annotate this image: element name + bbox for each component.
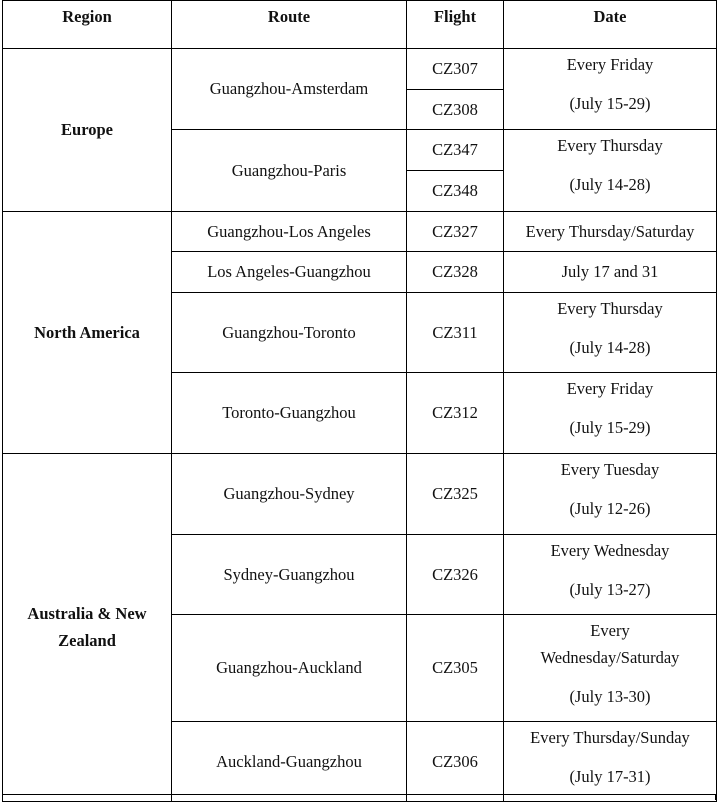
date-cell: Every Thursday/Saturday bbox=[504, 212, 717, 252]
date-range: (July 14-28) bbox=[569, 175, 651, 194]
flight-cell: CZ326 bbox=[407, 535, 504, 615]
date-cell bbox=[504, 454, 717, 535]
region-north-america: North America bbox=[3, 212, 172, 454]
region-australia-new-zealand bbox=[3, 454, 172, 802]
header-row bbox=[3, 1, 717, 49]
flight-cell: CZ307 bbox=[407, 49, 504, 90]
date-line: Every Tuesday bbox=[560, 460, 660, 479]
flight-cell: CZ311 bbox=[407, 293, 504, 373]
flight-cell: CZ325 bbox=[407, 454, 504, 535]
route-cell: Sydney-Guangzhou bbox=[172, 535, 407, 615]
flight-cell: CZ348 bbox=[407, 171, 504, 212]
region-label-line: Australia & New bbox=[27, 604, 147, 623]
region-label-line: Zealand bbox=[58, 631, 116, 650]
flight-cell: CZ312 bbox=[407, 373, 504, 454]
route-cell: Guangzhou-Sydney bbox=[172, 454, 407, 535]
flight-schedule-table bbox=[2, 0, 717, 802]
column-line bbox=[2, 795, 3, 800]
table-row bbox=[3, 454, 717, 535]
header-date: Date bbox=[504, 1, 717, 49]
flight-cell: CZ305 bbox=[407, 615, 504, 722]
route-cell: Guangzhou-Paris bbox=[172, 130, 407, 212]
date-range: (July 17-31) bbox=[569, 767, 651, 786]
date-cell bbox=[504, 373, 717, 454]
route-cell: Guangzhou-Toronto bbox=[172, 293, 407, 373]
date-cell bbox=[504, 130, 717, 212]
table-row bbox=[3, 212, 717, 252]
date-range: (July 13-30) bbox=[569, 687, 651, 706]
date-line: Every Friday bbox=[566, 379, 654, 398]
date-line: Every bbox=[590, 621, 630, 640]
date-range: (July 13-27) bbox=[569, 580, 651, 599]
date-range: (July 15-29) bbox=[569, 418, 651, 437]
route-cell: Toronto-Guangzhou bbox=[172, 373, 407, 454]
column-line bbox=[715, 795, 716, 800]
column-line bbox=[171, 795, 172, 800]
column-line bbox=[406, 795, 407, 800]
column-line bbox=[503, 795, 504, 800]
table-row bbox=[3, 49, 717, 90]
date-line: Every Thursday bbox=[557, 299, 663, 318]
route-cell: Guangzhou-Amsterdam bbox=[172, 49, 407, 130]
flight-cell: CZ308 bbox=[407, 90, 504, 130]
date-line: Every Friday bbox=[566, 55, 654, 74]
date-cell bbox=[504, 535, 717, 615]
next-row-edge bbox=[2, 794, 716, 800]
flight-cell: CZ347 bbox=[407, 130, 504, 171]
flight-cell: CZ306 bbox=[407, 722, 504, 802]
date-cell bbox=[504, 293, 717, 373]
date-cell bbox=[504, 722, 717, 802]
date-line: Wednesday/Saturday bbox=[540, 648, 680, 667]
date-cell: July 17 and 31 bbox=[504, 252, 717, 293]
date-line: Every Thursday bbox=[557, 136, 663, 155]
header-region: Region bbox=[3, 1, 172, 49]
date-cell bbox=[504, 49, 717, 130]
route-cell: Guangzhou-Auckland bbox=[172, 615, 407, 722]
region-europe: Europe bbox=[3, 49, 172, 212]
date-cell bbox=[504, 615, 717, 722]
route-cell: Guangzhou-Los Angeles bbox=[172, 212, 407, 252]
header-route: Route bbox=[172, 1, 407, 49]
date-range: (July 12-26) bbox=[569, 499, 651, 518]
flight-cell: CZ328 bbox=[407, 252, 504, 293]
route-cell: Los Angeles-Guangzhou bbox=[172, 252, 407, 293]
header-flight: Flight bbox=[407, 1, 504, 49]
route-cell: Auckland-Guangzhou bbox=[172, 722, 407, 802]
flight-cell: CZ327 bbox=[407, 212, 504, 252]
date-line: Every Thursday/Sunday bbox=[530, 728, 690, 747]
date-range: (July 14-28) bbox=[569, 338, 651, 357]
date-line: Every Wednesday bbox=[550, 541, 670, 560]
date-range: (July 15-29) bbox=[569, 94, 651, 113]
